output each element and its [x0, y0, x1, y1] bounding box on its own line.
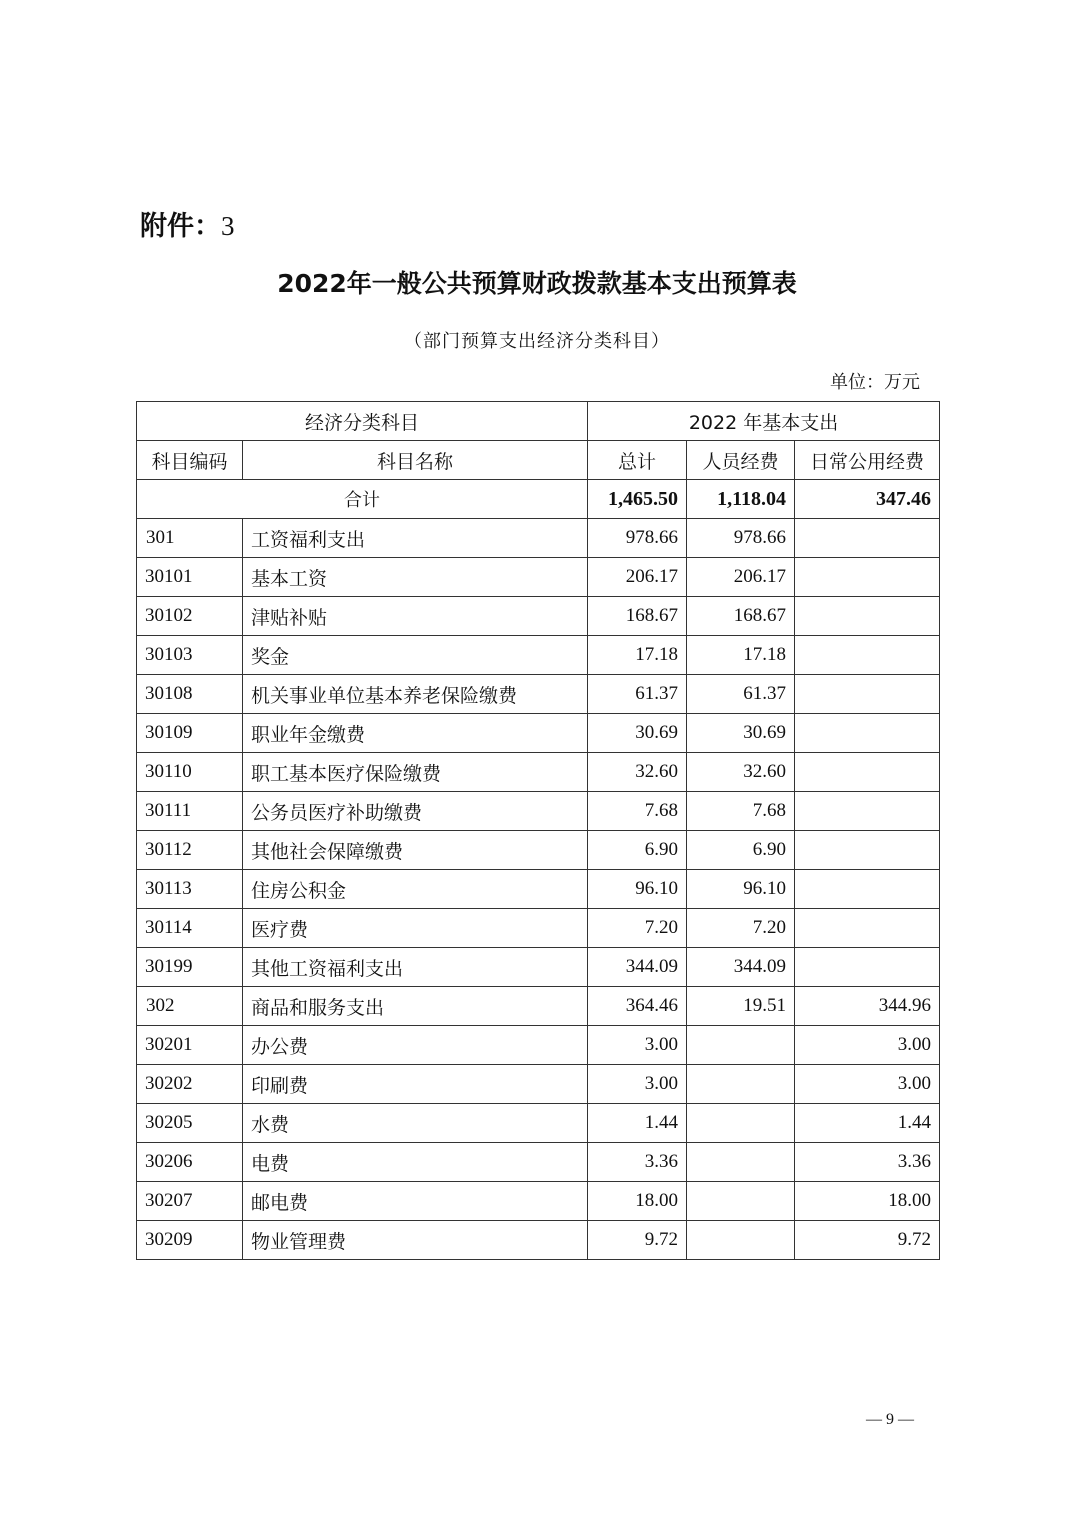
table-row	[137, 675, 940, 714]
row-personnel: 17.18	[687, 636, 795, 675]
row-personnel: 32.60	[687, 753, 795, 792]
row-public: 3.00	[795, 1065, 940, 1104]
row-personnel	[687, 1221, 795, 1260]
row-code: 30202	[137, 1065, 243, 1104]
column-header-public: 日常公用经费	[795, 441, 940, 480]
table-row	[137, 870, 940, 909]
row-code: 30205	[137, 1104, 243, 1143]
table-row	[137, 519, 940, 558]
row-total: 18.00	[588, 1182, 687, 1221]
table-row	[137, 831, 940, 870]
column-header-personnel: 人员经费	[687, 441, 795, 480]
row-total: 364.46	[588, 987, 687, 1026]
total-label: 合计	[137, 480, 588, 519]
row-public	[795, 558, 940, 597]
row-total: 344.09	[588, 948, 687, 987]
unit-label: 单位：万元	[830, 372, 920, 393]
row-name: 印刷费	[243, 1065, 588, 1104]
total-personnel: 1,118.04	[687, 480, 795, 519]
column-header-total: 总计	[588, 441, 687, 480]
row-name: 基本工资	[243, 558, 588, 597]
row-name: 住房公积金	[243, 870, 588, 909]
row-name: 商品和服务支出	[243, 987, 588, 1026]
row-name: 工资福利支出	[243, 519, 588, 558]
row-public: 9.72	[795, 1221, 940, 1260]
row-personnel: 978.66	[687, 519, 795, 558]
row-personnel: 7.68	[687, 792, 795, 831]
row-public	[795, 519, 940, 558]
row-code: 30101	[137, 558, 243, 597]
table-body	[137, 480, 940, 1260]
header-basic-expenditure: 2022 年基本支出	[588, 402, 940, 441]
row-personnel: 61.37	[687, 675, 795, 714]
row-public	[795, 753, 940, 792]
total-sum: 1,465.50	[588, 480, 687, 519]
table-row	[137, 948, 940, 987]
table-row	[137, 753, 940, 792]
row-personnel: 30.69	[687, 714, 795, 753]
table-row	[137, 714, 940, 753]
column-header-name: 科目名称	[243, 441, 588, 480]
row-name: 津贴补贴	[243, 597, 588, 636]
row-personnel: 344.09	[687, 948, 795, 987]
attachment-label	[140, 204, 235, 243]
table-row	[137, 792, 940, 831]
row-total: 7.68	[588, 792, 687, 831]
row-public: 18.00	[795, 1182, 940, 1221]
row-total: 9.72	[588, 1221, 687, 1260]
row-public: 344.96	[795, 987, 940, 1026]
row-total: 32.60	[588, 753, 687, 792]
row-code: 302	[137, 987, 243, 1026]
row-personnel	[687, 1026, 795, 1065]
row-name: 物业管理费	[243, 1221, 588, 1260]
row-personnel	[687, 1143, 795, 1182]
row-code: 30112	[137, 831, 243, 870]
row-public	[795, 792, 940, 831]
row-total: 168.67	[588, 597, 687, 636]
row-code: 30111	[137, 792, 243, 831]
row-total: 6.90	[588, 831, 687, 870]
column-header-code: 科目编码	[137, 441, 243, 480]
total-public: 347.46	[795, 480, 940, 519]
row-total: 3.00	[588, 1026, 687, 1065]
page-number: — 9 —	[866, 1411, 914, 1428]
row-name: 邮电费	[243, 1182, 588, 1221]
row-total: 1.44	[588, 1104, 687, 1143]
row-public	[795, 831, 940, 870]
row-name: 奖金	[243, 636, 588, 675]
row-code: 301	[137, 519, 243, 558]
row-public	[795, 909, 940, 948]
row-total: 206.17	[588, 558, 687, 597]
row-public	[795, 597, 940, 636]
attachment-prefix: 附件：	[140, 211, 221, 242]
row-name: 办公费	[243, 1026, 588, 1065]
row-personnel	[687, 1104, 795, 1143]
row-code: 30110	[137, 753, 243, 792]
row-personnel	[687, 1182, 795, 1221]
row-total: 96.10	[588, 870, 687, 909]
row-total: 978.66	[588, 519, 687, 558]
row-public	[795, 714, 940, 753]
attachment-number: 3	[221, 211, 235, 241]
row-name: 职工基本医疗保险缴费	[243, 753, 588, 792]
row-code: 30103	[137, 636, 243, 675]
row-personnel	[687, 1065, 795, 1104]
budget-table	[136, 401, 940, 1260]
row-personnel: 96.10	[687, 870, 795, 909]
table-row	[137, 987, 940, 1026]
row-public: 3.36	[795, 1143, 940, 1182]
row-total: 17.18	[588, 636, 687, 675]
row-code: 30209	[137, 1221, 243, 1260]
row-public	[795, 675, 940, 714]
row-name: 机关事业单位基本养老保险缴费	[243, 675, 588, 714]
row-code: 30102	[137, 597, 243, 636]
row-code: 30201	[137, 1026, 243, 1065]
row-name: 医疗费	[243, 909, 588, 948]
row-personnel: 19.51	[687, 987, 795, 1026]
table-column-header-row	[137, 441, 940, 480]
page-title: 2022年一般公共预算财政拨款基本支出预算表	[277, 269, 797, 298]
row-personnel: 6.90	[687, 831, 795, 870]
row-code: 30113	[137, 870, 243, 909]
table-row	[137, 597, 940, 636]
row-name: 电费	[243, 1143, 588, 1182]
row-name: 其他社会保障缴费	[243, 831, 588, 870]
table-row	[137, 1143, 940, 1182]
table-group-header-row	[137, 402, 940, 441]
row-name: 公务员医疗补助缴费	[243, 792, 588, 831]
row-total: 7.20	[588, 909, 687, 948]
total-row	[137, 480, 940, 519]
row-public	[795, 948, 940, 987]
row-personnel: 7.20	[687, 909, 795, 948]
row-total: 3.00	[588, 1065, 687, 1104]
row-total: 30.69	[588, 714, 687, 753]
header-economic-category: 经济分类科目	[137, 402, 588, 441]
row-code: 30207	[137, 1182, 243, 1221]
table-row	[137, 1065, 940, 1104]
row-name: 其他工资福利支出	[243, 948, 588, 987]
row-code: 30114	[137, 909, 243, 948]
table-row	[137, 1182, 940, 1221]
row-code: 30109	[137, 714, 243, 753]
row-total: 61.37	[588, 675, 687, 714]
table-row	[137, 1221, 940, 1260]
row-name: 水费	[243, 1104, 588, 1143]
table-row	[137, 636, 940, 675]
table-row	[137, 1026, 940, 1065]
row-code: 30206	[137, 1143, 243, 1182]
row-total: 3.36	[588, 1143, 687, 1182]
row-public: 1.44	[795, 1104, 940, 1143]
row-public: 3.00	[795, 1026, 940, 1065]
table-row	[137, 909, 940, 948]
table-row	[137, 558, 940, 597]
row-name: 职业年金缴费	[243, 714, 588, 753]
row-code: 30199	[137, 948, 243, 987]
row-public	[795, 870, 940, 909]
page-subtitle: （部门预算支出经济分类科目）	[404, 331, 670, 352]
row-personnel: 206.17	[687, 558, 795, 597]
row-public	[795, 636, 940, 675]
table-row	[137, 1104, 940, 1143]
row-personnel: 168.67	[687, 597, 795, 636]
row-code: 30108	[137, 675, 243, 714]
